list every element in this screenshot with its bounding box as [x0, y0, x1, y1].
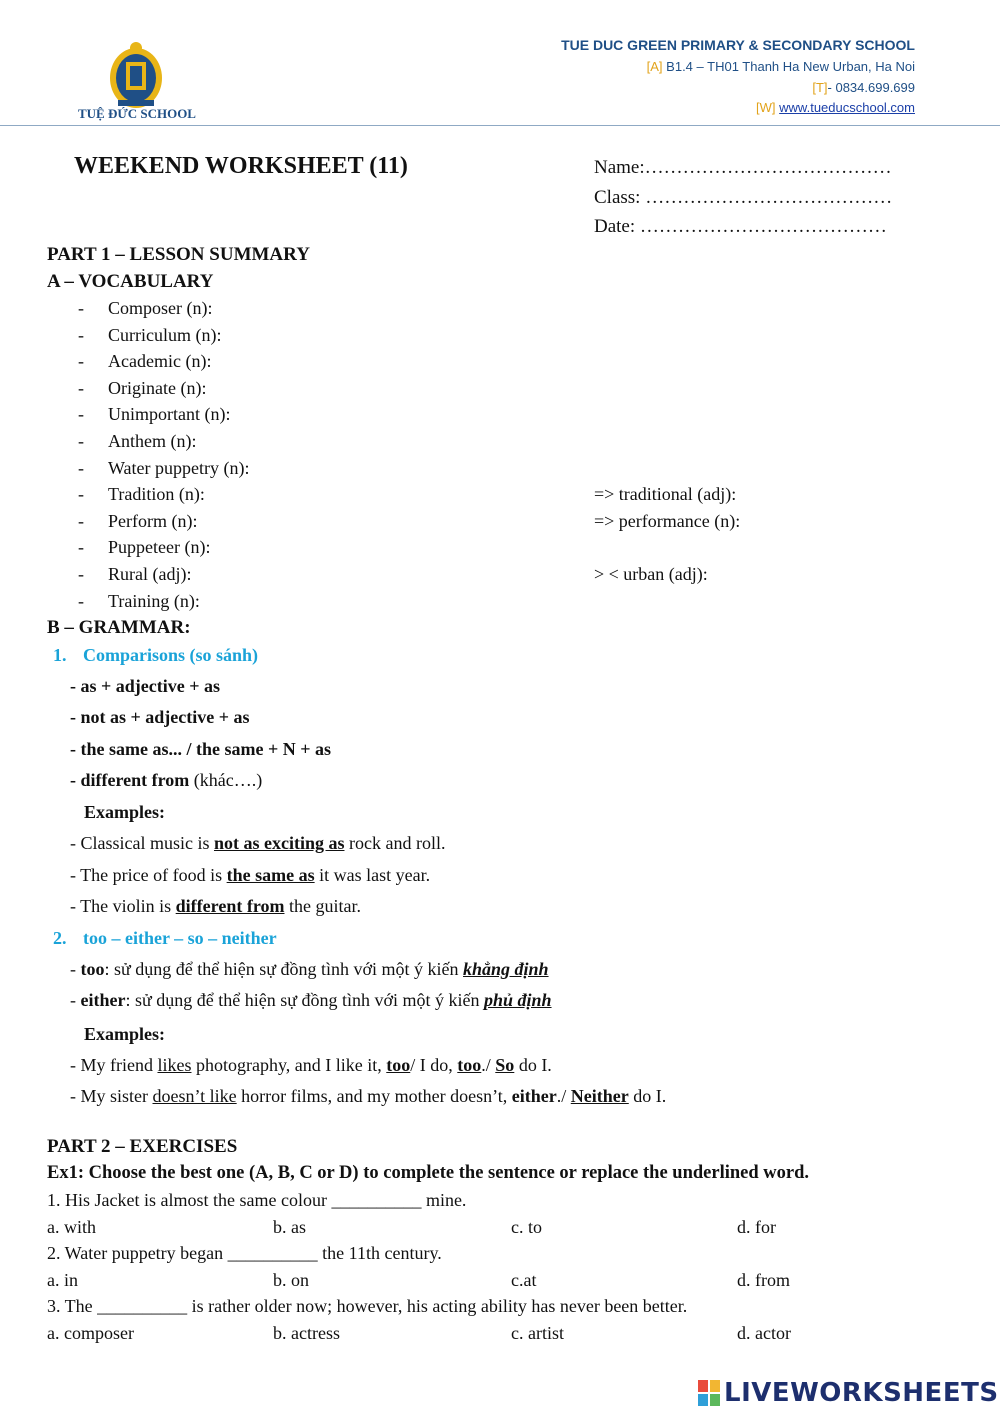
- header-divider: [0, 125, 1000, 126]
- example-highlight: not as exciting as: [213, 833, 345, 853]
- example-highlight: too: [386, 1055, 411, 1075]
- vocab-word: Perform (n):: [108, 511, 198, 531]
- vocab-item: [78, 431, 196, 452]
- vocab-dash: -: [78, 458, 84, 478]
- vocab-dash: -: [78, 591, 84, 611]
- example-bold: either: [511, 1086, 557, 1106]
- example-highlight: the same as: [226, 865, 315, 885]
- vocab-word: Water puppetry (n):: [108, 458, 250, 478]
- rule-text: : sử dụng để thể hiện sự đồng tình với một ý kiến: [104, 959, 464, 979]
- vocab-dash: -: [78, 378, 84, 398]
- vocab-dash: -: [78, 511, 84, 531]
- rule-dash: -: [70, 990, 81, 1010]
- answer-option-d[interactable]: d. for: [737, 1217, 776, 1237]
- phone-label: [T]: [812, 80, 828, 95]
- liveworksheets-badge-icon: [698, 1380, 720, 1406]
- liveworksheets-wordmark: LIVEWORKSHEETS: [724, 1378, 999, 1408]
- part2-heading: PART 2 – EXERCISES: [47, 1136, 238, 1157]
- worksheet-title: WEEKEND WORKSHEET (11): [74, 153, 408, 179]
- question-text: 1. His Jacket is almost the same colour __________ mine.: [47, 1190, 467, 1210]
- rule-either: [70, 990, 552, 1011]
- topic-title: Comparisons (so sánh): [83, 645, 259, 665]
- part1-heading: PART 1 – LESSON SUMMARY: [47, 244, 310, 265]
- vocab-word: Curriculum (n):: [108, 325, 222, 345]
- answer-option-c[interactable]: c. artist: [511, 1323, 564, 1343]
- vocab-dash: -: [78, 325, 84, 345]
- answer-option-b[interactable]: b. actress: [273, 1323, 340, 1343]
- example-text: ./: [481, 1055, 496, 1075]
- vocab-item: [78, 591, 200, 612]
- example-text: - The violin is: [70, 896, 176, 916]
- topic-title: too – either – so – neither: [83, 928, 277, 948]
- answer-option-a[interactable]: a. with: [47, 1217, 96, 1237]
- vocab-item: [78, 564, 191, 585]
- example-text: - My sister: [70, 1086, 153, 1106]
- vocab-dash: -: [78, 351, 84, 371]
- class-field[interactable]: Class: …………………………………: [594, 187, 893, 208]
- example-text: do I.: [514, 1055, 552, 1075]
- vocab-item: [78, 404, 230, 425]
- example-text: rock and roll.: [344, 833, 446, 853]
- rule-emphasis: khẳng định: [463, 959, 549, 979]
- example-text: it was last year.: [314, 865, 431, 885]
- vocab-dash: -: [78, 404, 84, 424]
- example-text: photography, and I like it,: [191, 1055, 387, 1075]
- example-text: - My friend: [70, 1055, 158, 1075]
- vocab-word: Rural (adj):: [108, 564, 192, 584]
- example-underline: likes: [157, 1055, 192, 1075]
- example-highlight: too: [457, 1055, 482, 1075]
- ex1-heading: Ex1: Choose the best one (A, B, C or D) to complete the sentence or replace the underlined word.: [47, 1163, 810, 1183]
- question-text: 3. The __________ is rather older now; however, his acting ability has never been better.: [47, 1296, 688, 1316]
- example-text: horror films, and my mother doesn’t,: [236, 1086, 512, 1106]
- example-highlight: different from: [175, 896, 285, 916]
- vocab-item: [78, 458, 250, 479]
- example-text: ./: [556, 1086, 571, 1106]
- logo-text: TUỆ ĐỨC SCHOOL: [78, 106, 196, 121]
- vocab-word: Composer (n):: [108, 298, 213, 318]
- example-text: - The price of food is: [70, 865, 227, 885]
- address-label: [A]: [646, 59, 663, 74]
- example-sentence: [70, 1055, 552, 1076]
- liveworksheets-logo[interactable]: [698, 1378, 999, 1410]
- vocab-dash: -: [78, 298, 84, 318]
- answer-option-c[interactable]: c.at: [511, 1270, 537, 1290]
- answer-option-b[interactable]: b. as: [273, 1217, 306, 1237]
- rule-different-from: [70, 770, 262, 791]
- phone-text: - 0834.699.699: [827, 80, 915, 95]
- vocab-word: Anthem (n):: [108, 431, 197, 451]
- vocab-word: Tradition (n):: [108, 484, 205, 504]
- example-underline: doesn’t like: [152, 1086, 237, 1106]
- vocab-item: [78, 537, 210, 558]
- answer-option-b[interactable]: b. on: [273, 1270, 309, 1290]
- topic-number: 2.: [53, 928, 67, 948]
- vocab-word: Academic (n):: [108, 351, 212, 371]
- vocab-item: [78, 378, 206, 399]
- rule-too: [70, 959, 549, 980]
- rule-keyword: - different from: [70, 770, 190, 790]
- vocab-related-form: => traditional (adj):: [594, 484, 737, 504]
- answer-option-a[interactable]: a. composer: [47, 1323, 134, 1343]
- example-sentence: [70, 896, 361, 917]
- vocab-item: [78, 325, 221, 346]
- rule-keyword: too: [80, 959, 105, 979]
- vocab-item: [78, 484, 205, 505]
- example-sentence: [70, 833, 445, 854]
- grammar-heading: B – GRAMMAR:: [47, 617, 191, 638]
- rule-keyword: either: [80, 990, 126, 1010]
- vocab-heading: A – VOCABULARY: [47, 271, 214, 292]
- school-name: TUE DUC GREEN PRIMARY & SECONDARY SCHOOL: [561, 37, 915, 53]
- vocab-item: [78, 298, 212, 319]
- rule-as-adj-as: - as + adjective + as: [70, 676, 220, 696]
- website-link[interactable]: www.tueducschool.com: [779, 100, 915, 115]
- vocab-dash: -: [78, 564, 84, 584]
- example-highlight: Neither: [570, 1086, 629, 1106]
- school-address: [647, 59, 915, 74]
- web-label: [W]: [756, 100, 776, 115]
- vocab-related-form: => performance (n):: [594, 511, 741, 531]
- vocab-related-form: > < urban (adj):: [594, 564, 708, 584]
- example-text: - Classical music is: [70, 833, 214, 853]
- rule-the-same: - the same as... / the same + N + as: [70, 739, 331, 759]
- example-highlight: So: [495, 1055, 515, 1075]
- examples-label-1: Examples:: [84, 802, 165, 822]
- date-field[interactable]: Date: …………………………………: [594, 216, 887, 237]
- school-phone: [812, 80, 915, 95]
- topic-number: 1.: [53, 645, 67, 665]
- vocab-item: [78, 511, 197, 532]
- vocab-word: Puppeteer (n):: [108, 537, 211, 557]
- example-sentence: [70, 865, 430, 886]
- example-sentence: [70, 1086, 666, 1107]
- rule-emphasis: phủ định: [484, 990, 552, 1010]
- grammar-topic-1: [53, 645, 258, 666]
- vocab-item: [78, 351, 211, 372]
- vocab-word: Unimportant (n):: [108, 404, 231, 424]
- name-field[interactable]: Name:…………………………………: [594, 157, 892, 178]
- example-text: the guitar.: [284, 896, 361, 916]
- vocab-dash: -: [78, 484, 84, 504]
- vocab-word: Training (n):: [108, 591, 200, 611]
- rule-not-as: - not as + adjective + as: [70, 707, 250, 727]
- vocab-dash: -: [78, 537, 84, 557]
- grammar-topic-2: [53, 928, 277, 949]
- example-text: do I.: [628, 1086, 667, 1106]
- examples-label-2: Examples:: [84, 1024, 165, 1044]
- address-text: B1.4 – TH01 Thanh Ha New Urban, Ha Noi: [666, 59, 915, 74]
- answer-option-c[interactable]: c. to: [511, 1217, 542, 1237]
- rule-text: : sử dụng để thể hiện sự đồng tình với một ý kiến: [125, 990, 484, 1010]
- example-text: / I do,: [410, 1055, 458, 1075]
- school-website: [756, 100, 915, 115]
- answer-option-a[interactable]: a. in: [47, 1270, 78, 1290]
- rule-dash: -: [70, 959, 81, 979]
- vocab-word: Originate (n):: [108, 378, 207, 398]
- rule-gloss: (khác….): [189, 770, 263, 790]
- answer-option-d[interactable]: d. actor: [737, 1323, 791, 1343]
- answer-option-d[interactable]: d. from: [737, 1270, 790, 1290]
- vocab-dash: -: [78, 431, 84, 451]
- question-text: 2. Water puppetry began __________ the 11th century.: [47, 1243, 442, 1263]
